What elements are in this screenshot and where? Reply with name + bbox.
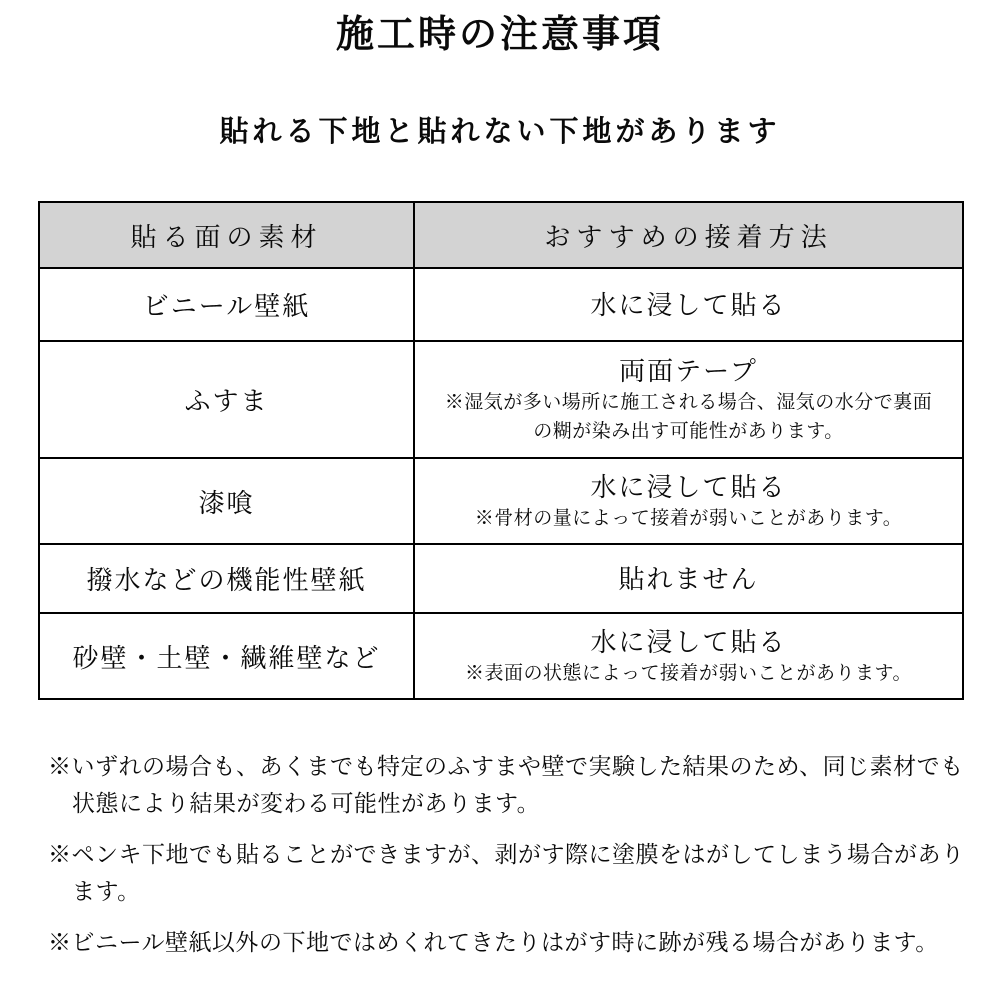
method-cell xyxy=(414,544,963,613)
table-row xyxy=(39,544,963,613)
material-cell: 砂壁・土壁・繊維壁など xyxy=(39,613,414,699)
method-text: 水に浸して貼る xyxy=(590,471,787,502)
material-cell: 漆喰 xyxy=(39,458,414,544)
footnote: ※いずれの場合も、あくまでも特定のふすまや壁で実験した結果のため、同じ素材でも状態により結果が変わる可能性があります。 xyxy=(48,753,964,816)
method-text: 両面テープ xyxy=(619,355,758,386)
method-note: ※骨材の量によって接着が弱いことがあります。 xyxy=(474,507,903,529)
method-cell-content xyxy=(415,470,962,533)
footnote: ※ビニール壁紙以外の下地ではめくれてきたりはがす時に跡が残る場合があります。 xyxy=(48,929,939,955)
page-subtitle: 貼れる下地と貼れない下地があります xyxy=(219,116,781,148)
footnote: ※ペンキ下地でも貼ることができますが、剥がす際に塗膜をはがしてしまう場合があります。 xyxy=(48,841,965,904)
column-header-material: 貼る面の素材 xyxy=(39,202,414,268)
method-cell-content xyxy=(415,288,962,322)
table-row xyxy=(39,613,963,699)
material-cell: 撥水などの機能性壁紙 xyxy=(39,544,414,613)
method-cell-content xyxy=(415,625,962,688)
footnotes-section xyxy=(0,748,1000,961)
method-text: 水に浸して貼る xyxy=(590,289,787,320)
method-cell xyxy=(414,341,963,458)
method-cell-content xyxy=(415,562,962,596)
column-header-method: おすすめの接着方法 xyxy=(414,202,963,268)
table-row xyxy=(39,458,963,544)
method-cell xyxy=(414,268,963,341)
material-cell: ふすま xyxy=(39,341,414,458)
method-note: ※表面の状態によって接着が弱いことがあります。 xyxy=(465,662,912,684)
table-row xyxy=(39,341,963,458)
method-text: 貼れません xyxy=(618,563,759,594)
table-row xyxy=(39,268,963,341)
material-cell: ビニール壁紙 xyxy=(39,268,414,341)
page-title: 施工時の注意事項 xyxy=(335,14,664,56)
method-cell-content xyxy=(415,354,962,446)
table-header-row xyxy=(39,202,963,268)
adhesion-methods-table xyxy=(38,201,964,700)
method-cell xyxy=(414,613,963,699)
method-text: 水に浸して貼る xyxy=(590,626,787,657)
method-note: ※湿気が多い場所に施工される場合、湿気の水分で裏面の糊が染み出す可能性があります。 xyxy=(444,391,933,442)
method-cell xyxy=(414,458,963,544)
